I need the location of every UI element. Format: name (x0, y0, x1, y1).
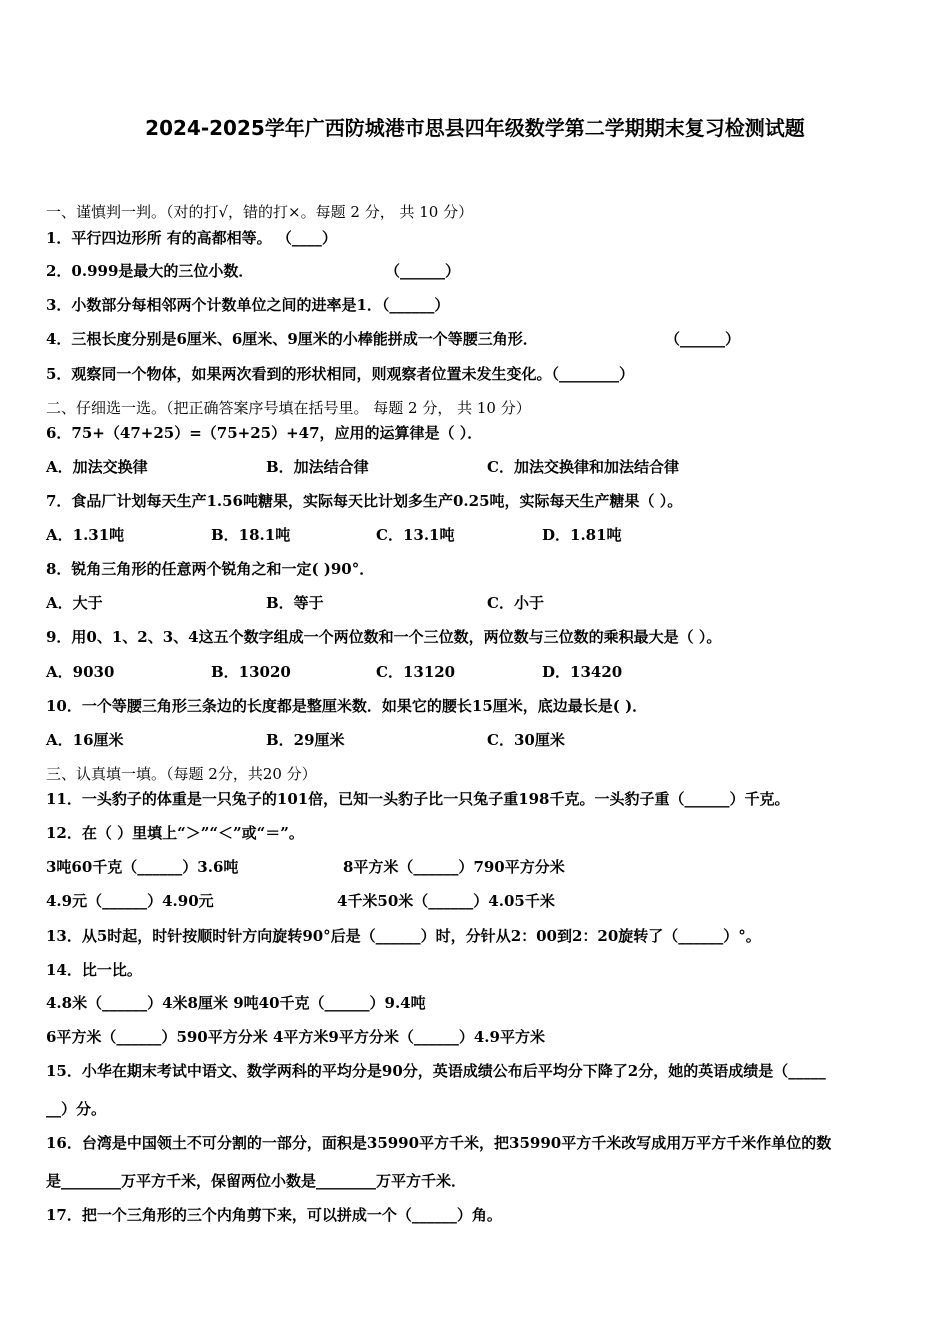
question-16: 16．台湾是中国领土不可分割的一部分，面积是35990平方千米，把35990平方千米改写成用万平方千米作单位的数 (46, 1134, 832, 1152)
question-2-blank: （______） (385, 262, 461, 280)
question-8: 8．锐角三角形的任意两个锐角之和一定( )90°． (46, 560, 375, 578)
question-2: 2．0.999是最大的三位小数． (46, 262, 254, 280)
question-10: 10．一个等腰三角形三条边的长度都是整厘米数．如果它的腰长15厘米，底边最长是( )． (46, 697, 648, 715)
question-1: 1．平行四边形所 有的高都相等。 （____） (46, 229, 337, 247)
question-7-option-c: C．13.1吨 (376, 526, 455, 544)
question-4-blank: （______） (665, 330, 741, 348)
question-16-continued: 是________万平方千米，保留两位小数是________万平方千米． (46, 1172, 467, 1190)
question-9: 9．用0、1、2、3、4这五个数字组成一个两位数和一个三位数，两位数与三位数的乘积最大是（ ）。 (46, 628, 722, 646)
question-14-row-2: 6平方米（______）590平方分米 4平方米9平方分米（______）4.9平方米 (46, 1028, 545, 1046)
question-7-option-b: B．18.1吨 (211, 526, 291, 544)
question-9-option-b: B．13020 (211, 663, 291, 681)
question-11: 11．一头豹子的体重是一只兔子的101倍，已知一头豹子比一只兔子重198千克。一头豹子重（______）千克。 (46, 790, 790, 808)
question-8-option-c: C．小于 (487, 594, 544, 612)
question-12-item-4: 4千米50米（______）4.05千米 (337, 892, 555, 910)
question-9-option-c: C．13120 (376, 663, 456, 681)
question-7: 7．食品厂计划每天生产1.56吨糖果，实际每天比计划多生产0.25吨，实际每天生产糖果（ ）。 (46, 492, 683, 510)
question-17: 17．把一个三角形的三个内角剪下来，可以拼成一个（______）角。 (46, 1206, 502, 1224)
question-5: 5．观察同一个物体，如果两次看到的形状相同，则观察者位置未发生变化。（________） (46, 365, 634, 383)
question-15-continued: __）分。 (46, 1100, 107, 1118)
question-6-option-c: C．加法交换律和加法结合律 (487, 458, 679, 476)
question-12: 12．在（ ）里填上“＞”“＜”或“＝”。 (46, 824, 304, 842)
question-12-item-2: 8平方米（______）790平方分米 (343, 858, 565, 876)
question-3: 3．小数部分每相邻两个计数单位之间的进率是1．（______） (46, 296, 450, 314)
question-6-option-b: B．加法结合律 (266, 458, 369, 476)
question-10-option-a: A．16厘米 (46, 731, 124, 749)
question-9-option-d: D．13420 (542, 663, 623, 681)
question-10-option-c: C．30厘米 (487, 731, 565, 749)
question-15: 15．小华在期末考试中语文、数学两科的平均分是90分，英语成绩公布后平均分下降了2分，她的英语成绩是（_____ (46, 1062, 826, 1080)
question-10-option-b: B．29厘米 (266, 731, 345, 749)
question-6-option-a: A．加法交换律 (46, 458, 148, 476)
question-14-row-1: 4.8米（______）4米8厘米 9吨40千克（______）9.4吨 (46, 994, 426, 1012)
section-2-heading: 二、仔细选一选。（把正确答案序号填在括号里。 每题 2 分， 共 10 分） (46, 399, 531, 417)
question-12-item-1: 3吨60千克（______）3.6吨 (46, 858, 239, 876)
question-4: 4．三根长度分别是6厘米、6厘米、9厘米的小棒能拼成一个等腰三角形． (46, 330, 538, 348)
section-1-heading: 一、谨慎判一判。（对的打√，错的打×。每题 2 分， 共 10 分） (46, 203, 474, 221)
section-3-heading: 三、认真填一填。（每题 2分，共20 分） (46, 765, 317, 783)
page-title: 2024-2025学年广西防城港市思县四年级数学第二学期期末复习检测试题 (145, 116, 805, 140)
question-7-option-a: A．1.31吨 (46, 526, 125, 544)
question-6: 6．75+（47+25）=（75+25）+47，应用的运算律是（ ）． (46, 424, 483, 442)
question-8-option-a: A．大于 (46, 594, 103, 612)
question-8-option-b: B．等于 (266, 594, 324, 612)
question-7-option-d: D．1.81吨 (542, 526, 622, 544)
question-13: 13．从5时起，时针按顺时针方向旋转90°后是（______）时，分针从2：00到2：20旋转了（______）°。 (46, 927, 761, 945)
question-12-item-3: 4.9元（______）4.90元 (46, 892, 214, 910)
question-14: 14．比一比。 (46, 961, 142, 979)
question-9-option-a: A．9030 (46, 663, 115, 681)
